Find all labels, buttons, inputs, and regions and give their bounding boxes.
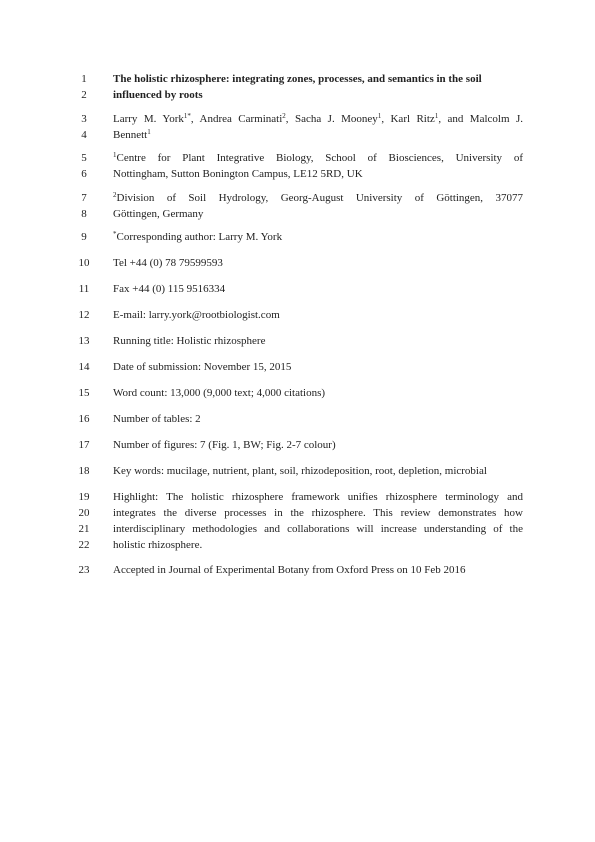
authors-block bbox=[0, 111, 595, 143]
highlight-block bbox=[0, 489, 595, 553]
line-number: 17 bbox=[78, 439, 90, 451]
line-number: 18 bbox=[78, 465, 90, 477]
highlight-line: holistic rhizosphere. bbox=[113, 539, 203, 551]
line-number: 14 bbox=[78, 361, 90, 373]
line-number: 15 bbox=[78, 387, 90, 399]
author-name: Bennett bbox=[113, 129, 148, 141]
line-number: 16 bbox=[78, 413, 90, 425]
author-name: , Andrea Carminati bbox=[190, 113, 283, 125]
highlight-line: Highlight: The holistic rhizosphere framework unifies rhizosphere terminology and bbox=[113, 491, 523, 503]
email-text: E-mail: larry.york@rootbiologist.com bbox=[113, 309, 280, 321]
line-number: 6 bbox=[81, 168, 87, 180]
author-list-line bbox=[113, 127, 523, 143]
line-number: 7 bbox=[81, 192, 87, 204]
line-number: 8 bbox=[81, 208, 87, 220]
table-count-text: Number of tables: 2 bbox=[113, 413, 201, 425]
author-name: Larry M. York bbox=[113, 113, 184, 125]
affiliation-marker: 1 bbox=[113, 151, 117, 159]
author-name: , and Malcolm J. bbox=[438, 113, 523, 125]
acceptance-note bbox=[0, 562, 595, 578]
running-title bbox=[0, 333, 595, 349]
email bbox=[0, 307, 595, 323]
affiliation-marker: 1 bbox=[147, 128, 151, 136]
submission-date-text: Date of submission: November 15, 2015 bbox=[113, 361, 292, 373]
affiliation-line: Nottingham, Sutton Bonington Campus, LE12 5RD, UK bbox=[113, 168, 363, 180]
corresponding-author bbox=[0, 229, 595, 245]
affiliation-marker: 1* bbox=[183, 112, 191, 120]
affiliation-2 bbox=[0, 190, 595, 222]
keywords bbox=[0, 463, 595, 479]
affiliation-line: $^1$Centre for Plant Integrative Biology, School of Biosciences, University of bbox=[113, 151, 523, 164]
affiliation-marker: 2 bbox=[282, 112, 286, 120]
line-number: 12 bbox=[78, 309, 90, 321]
line-number: 13 bbox=[78, 335, 90, 347]
affiliation-marker: 1 bbox=[434, 112, 439, 120]
affiliation-1 bbox=[0, 150, 595, 182]
affiliation-line: $^2$Division of Soil Hydrology, Georg-August University of Göttingen, 37077 bbox=[113, 191, 523, 204]
keywords-text: Key words: mucilage, nutrient, plant, soil, rhizodeposition, root, depletion, microbial bbox=[113, 465, 487, 477]
affiliation-marker: 1 bbox=[377, 112, 382, 120]
author-name: , Karl Ritz bbox=[381, 113, 435, 125]
line-number: 1 bbox=[81, 73, 87, 85]
figure-count-text: Number of figures: 7 (Fig. 1, BW; Fig. 2-7 colour) bbox=[113, 439, 336, 451]
affiliation-line: Göttingen, Germany bbox=[113, 208, 204, 220]
telephone bbox=[0, 255, 595, 271]
corresponding-author-text: *Corresponding author: Larry M. York bbox=[113, 230, 283, 243]
figure-count bbox=[0, 437, 595, 453]
author-list-line bbox=[113, 111, 523, 127]
highlight-line: integrates the diverse processes in the rhizosphere. This review demonstrates how bbox=[113, 507, 523, 519]
affiliation-marker: 2 bbox=[113, 191, 117, 199]
fax-text: Fax +44 (0) 115 9516334 bbox=[113, 283, 226, 295]
line-number: 4 bbox=[81, 129, 87, 141]
line-number: 3 bbox=[81, 113, 87, 125]
line-number: 19 bbox=[78, 491, 90, 503]
line-number: 9 bbox=[81, 231, 87, 243]
line-number: 2 bbox=[81, 89, 87, 101]
word-count-text: Word count: 13,000 (9,000 text; 4,000 citations) bbox=[113, 387, 326, 399]
highlight-line: interdisciplinary methodologies and collaborations will increase understanding of the bbox=[113, 523, 523, 535]
line-number: 11 bbox=[78, 283, 90, 295]
fax bbox=[0, 281, 595, 297]
corresponding-marker: * bbox=[113, 230, 117, 238]
line-number: 10 bbox=[78, 257, 90, 269]
paper-title-line: influenced by roots bbox=[113, 89, 203, 101]
paper-title-line: The holistic rhizosphere: integrating zones, processes, and semantics in the soil bbox=[113, 73, 482, 85]
title-block bbox=[0, 71, 595, 103]
running-title-text: Running title: Holistic rhizosphere bbox=[113, 335, 266, 347]
telephone-text: Tel +44 (0) 78 79599593 bbox=[113, 257, 223, 269]
acceptance-note-text: Accepted in Journal of Experimental Botany from Oxford Press on 10 Feb 2016 bbox=[113, 564, 466, 576]
table-count bbox=[0, 411, 595, 427]
line-number: 20 bbox=[78, 507, 90, 519]
line-number: 21 bbox=[78, 523, 90, 535]
line-number: 23 bbox=[78, 564, 90, 576]
line-number: 5 bbox=[81, 152, 87, 164]
word-count bbox=[0, 385, 595, 401]
line-number: 22 bbox=[78, 539, 90, 551]
submission-date bbox=[0, 359, 595, 375]
author-name: , Sacha J. Mooney bbox=[285, 113, 378, 125]
